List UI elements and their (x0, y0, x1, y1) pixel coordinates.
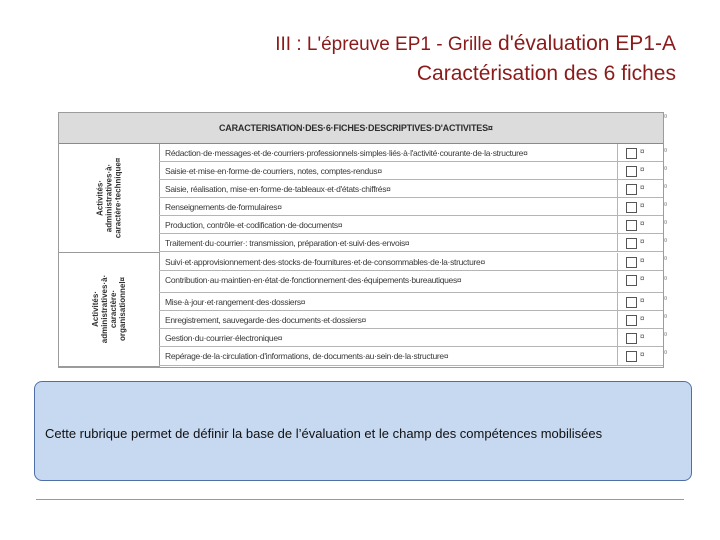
row-label: Renseignements·de·formulaires¤ (165, 202, 282, 212)
margin-mark: ¤ (664, 256, 668, 262)
group-label-line: Activités· (91, 291, 100, 328)
row-label: Repérage·de·la·circulation·d'informations, de·documents·au·sein·de·la·structure¤ (165, 351, 449, 361)
table-row (159, 180, 663, 198)
table-row (159, 329, 663, 347)
group-label-organisational (91, 275, 127, 343)
table-row (159, 271, 663, 293)
title-main: d'évaluation EP1-A (498, 32, 676, 55)
margin-mark: ¤ (664, 184, 668, 190)
table-row (159, 293, 663, 311)
row-label: Saisie·et·mise·en·forme·de·courriers, notes, comptes-rendus¤ (165, 166, 382, 176)
activity-sheet-table (58, 112, 664, 368)
table-header (59, 113, 663, 144)
slide-subtitle: Caractérisation des 6 fiches (416, 62, 676, 85)
margin-mark: ¤ (664, 220, 668, 226)
table-row (159, 347, 663, 366)
cell-mark: ¤ (640, 332, 645, 341)
checkbox[interactable] (626, 257, 637, 268)
check-cell (617, 144, 664, 161)
cell-mark: ¤ (640, 219, 645, 228)
checkbox[interactable] (626, 351, 637, 362)
check-cell (617, 216, 664, 233)
checkbox[interactable] (626, 315, 637, 326)
group-organisational (59, 252, 160, 367)
row-label: Contribution·au·maintien·en·état·de·fonctionnement·des·équipements·bureautiques¤ (165, 275, 462, 285)
checkbox[interactable] (626, 202, 637, 213)
check-cell (617, 347, 664, 366)
cell-mark: ¤ (640, 274, 645, 283)
table-row (159, 198, 663, 216)
checkbox[interactable] (626, 297, 637, 308)
row-label: Saisie, réalisation, mise·en·forme·de·tableaux·et·d'états·chiffrés¤ (165, 184, 391, 194)
check-cell (617, 162, 664, 179)
checkbox[interactable] (626, 333, 637, 344)
margin-mark: ¤ (664, 332, 668, 338)
margin-mark: ¤ (664, 166, 668, 172)
group-label-line: administratives·à· (104, 163, 114, 233)
table-row (159, 234, 663, 252)
check-cell (617, 271, 664, 292)
margin-mark: ¤ (664, 296, 668, 302)
callout-text: Cette rubrique permet de définir la base de l’évaluation et le champ des compétences mobilisées (45, 426, 603, 441)
group-label-technical (96, 158, 123, 238)
row-label: Traitement·du·courrier·: transmission, préparation·et·suivi·des·envois¤ (165, 238, 410, 248)
group-label-line: caractère·technique¤ (113, 157, 123, 239)
check-cell (617, 180, 664, 197)
row-label: Production, contrôle·et·codification·de·documents¤ (165, 220, 343, 230)
margin-mark: ¤ (664, 276, 668, 282)
checkbox[interactable] (626, 275, 637, 286)
margin-mark: ¤ (664, 314, 668, 320)
row-label: Gestion·du·courrier·électronique¤ (165, 333, 283, 343)
table-row (159, 162, 663, 180)
margin-mark: ¤ (664, 238, 668, 244)
row-label: Suivi·et·approvisionnement·des·stocks·de·fournitures·et·de·consommables·de·la·structure¤ (165, 257, 485, 267)
row-label: Enregistrement, sauvegarde·des·documents·et·dossiers¤ (165, 315, 366, 325)
margin-mark: ¤ (664, 350, 668, 356)
table-row (159, 144, 663, 162)
check-cell (617, 234, 664, 251)
slide-title (36, 30, 676, 59)
checkbox[interactable] (626, 220, 637, 231)
margin-mark: ¤ (664, 114, 668, 120)
table-row (159, 311, 663, 329)
check-cell (617, 329, 664, 346)
check-cell (617, 198, 664, 215)
cell-mark: ¤ (640, 183, 645, 192)
check-cell (617, 293, 664, 310)
checkbox[interactable] (626, 238, 637, 249)
info-callout (34, 381, 692, 481)
checkbox[interactable] (626, 166, 637, 177)
cell-mark: ¤ (640, 201, 645, 210)
cell-mark: ¤ (640, 147, 645, 156)
cell-mark: ¤ (640, 165, 645, 174)
row-label: Mise·à·jour·et·rangement·des·dossiers¤ (165, 297, 306, 307)
table-row (159, 216, 663, 234)
checkbox[interactable] (626, 184, 637, 195)
title-prefix: III : L'épreuve EP1 - Grille (275, 34, 493, 55)
group-label-line: Activités· (95, 179, 105, 217)
cell-mark: ¤ (640, 296, 645, 305)
check-cell (617, 253, 664, 270)
margin-mark: ¤ (664, 202, 668, 208)
cell-mark: ¤ (640, 256, 645, 265)
group-label-line: administratives·à· (100, 274, 109, 344)
row-label: Rédaction·de·messages·et·de·courriers·professionnels·simples·liés·à·l'activité·courante·de·la·structure¤ (165, 148, 528, 158)
cell-mark: ¤ (640, 237, 645, 246)
table-heading: CARACTERISATION·DES·6·FICHES·DESCRIPTIVES·D'ACTIVITES¤ (219, 123, 493, 133)
checkbox[interactable] (626, 148, 637, 159)
footer-divider (36, 499, 684, 500)
cell-mark: ¤ (640, 314, 645, 323)
table-row (159, 253, 663, 271)
group-label-line: caractère· (109, 289, 118, 329)
group-label-line: organisationnel¤ (118, 277, 127, 342)
margin-mark: ¤ (664, 148, 668, 154)
check-cell (617, 311, 664, 328)
group-technical (59, 144, 160, 253)
cell-mark: ¤ (640, 350, 645, 359)
